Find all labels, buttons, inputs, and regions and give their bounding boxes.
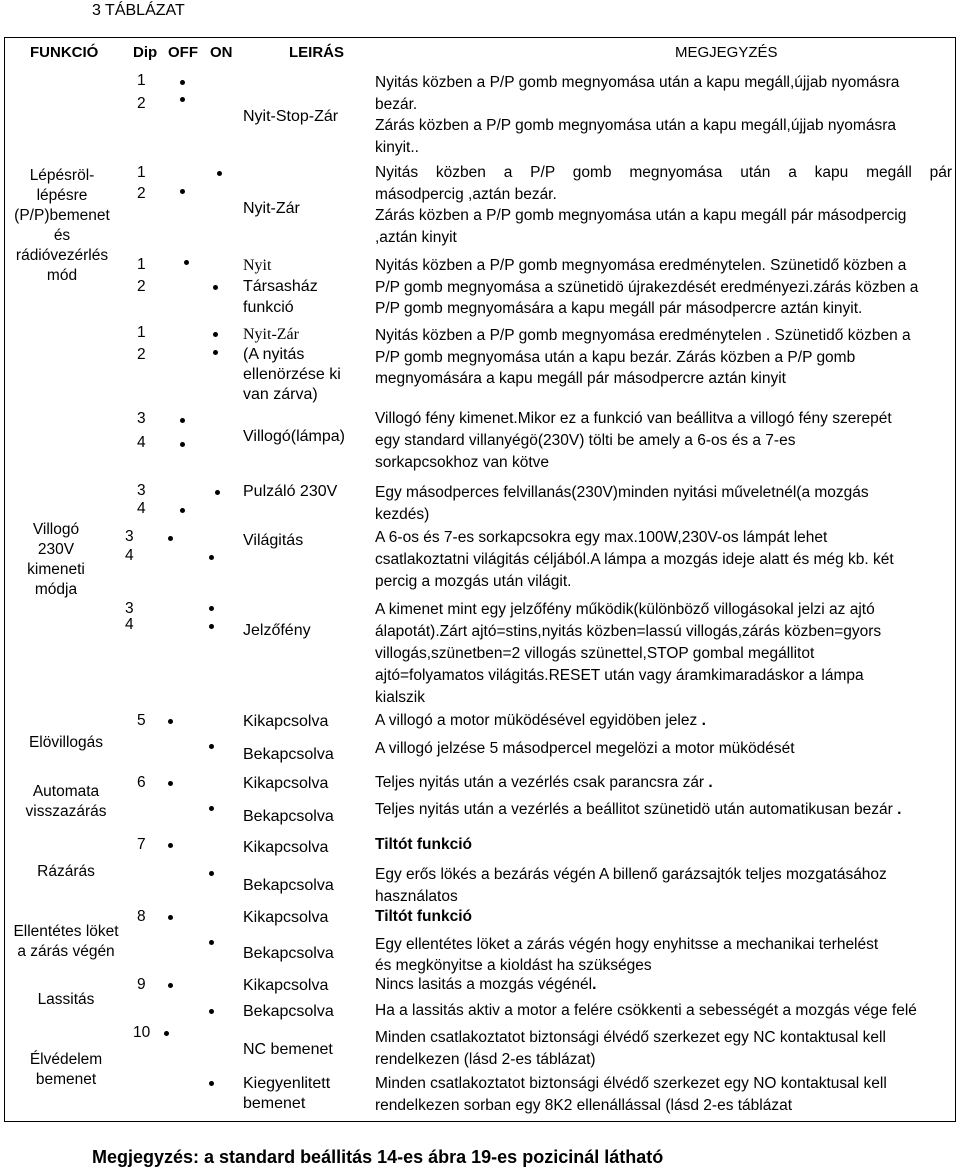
label-on: Bekapcsolva — [243, 808, 334, 825]
dip-number: 10 — [133, 1024, 151, 1041]
header-dip: Dip — [133, 44, 158, 61]
switch-dot — [168, 536, 173, 541]
label-on: Bekapcsolva — [243, 945, 334, 962]
note-ram-close-off: Tiltót funkció — [375, 836, 473, 853]
switch-dot — [180, 189, 185, 194]
label-on: Bekapcsolva — [243, 1003, 334, 1020]
function-auto-close: Automata visszazárás — [25, 783, 107, 820]
note-open-close-check: Nyitás közben a P/P gomb megnyomása eredménytelen . Szünetidő közben a P/P gomb megnyomása után a kapu bezár. Zárás közben a P/P gomb megnyomására a kapu megáll pár másodpercre aztán kinyit — [375, 327, 911, 387]
label-signal-light: Jelzőfény — [243, 622, 311, 639]
dip-number: 2 — [137, 278, 146, 295]
dip-number: 4 — [125, 547, 134, 564]
switch-dot — [184, 260, 189, 265]
note-pre-flashing-on: A villogó jelzése 5 másodpercel megelözi a motor müködését — [375, 740, 795, 757]
label-flashing-lamp: Villogó(lámpa) — [243, 428, 345, 445]
switch-dot — [209, 624, 214, 629]
dip-number: 4 — [125, 616, 134, 633]
dip-number: 3 — [125, 600, 134, 617]
note-lighting: A 6-os és 7-es sorkapcsokra egy max.100W,230V-os lámpát lehet csatlakoztatni világitás céljából.A lámpa a mozgás ideje alatt és még kb. két percig a mozgás után világit. — [375, 529, 894, 590]
label-off: Kikapcsolva — [243, 839, 329, 856]
switch-dot — [209, 871, 214, 876]
table-title: 3 TÁBLÁZAT — [92, 2, 185, 19]
switch-dot — [213, 350, 218, 355]
header-funkcio: FUNKCIÓ — [30, 44, 99, 61]
label-lighting: Világitás — [243, 532, 304, 549]
switch-dot — [209, 606, 214, 611]
dip-number: 5 — [137, 712, 146, 729]
dip-number: 2 — [137, 95, 146, 112]
label-nc-input: NC bemenet — [243, 1041, 333, 1058]
label-on: Bekapcsolva — [243, 877, 334, 894]
dip-number: 7 — [137, 836, 146, 853]
function-slowdown: Lassitás — [37, 991, 95, 1008]
dip-number: 1 — [137, 256, 146, 273]
switch-dot — [168, 915, 173, 920]
label-off: Kikapcsolva — [243, 909, 329, 926]
switch-dot — [209, 1009, 214, 1014]
note-pulsing: Egy másodperces felvillanás(230V)minden nyitási műveletnél(a mozgás kezdés) — [375, 484, 869, 523]
label-off: Kikapcsolva — [243, 713, 329, 730]
dip-number: 4 — [137, 500, 146, 517]
note-reverse-off: Tiltót funkció — [375, 908, 473, 925]
label-balanced-input: Kiegyenlitett bemenet — [243, 1075, 331, 1112]
dip-number: 1 — [137, 324, 146, 341]
switch-dot — [168, 843, 173, 848]
switch-dot — [164, 1031, 169, 1036]
note-auto-close-off: Teljes nyitás után a vezérlés csak parancsra zár . — [375, 774, 713, 791]
note-nc-input: Minden csatlakoztatot biztonsági élvédő szerkezet egy NC kontaktusal kell rendelkezen (lásd 2-es táblázat) — [375, 1029, 886, 1068]
function-pre-flashing: Elövillogás — [28, 734, 104, 751]
dip-number: 1 — [137, 72, 146, 89]
function-reverse-stroke: Ellentétes löket a zárás végén — [13, 923, 119, 960]
function-step-by-step: Lépésröl- lépésre (P/P)bemenet és rádióvezérlés mód — [14, 167, 110, 284]
switch-dot — [180, 97, 185, 102]
note-ram-close-on: Egy erős lökés a bezárás végén A billenő garázsajtók teljes mozgatásához használatos — [375, 866, 887, 905]
dip-number: 2 — [137, 185, 146, 202]
dip-number: 3 — [125, 528, 134, 545]
footer-note: Megjegyzés: a standard beállitás 14-es ábra 19-es pozicinál látható — [92, 1147, 664, 1167]
note-open-close: Nyitás közben a P/P gomb megnyomása után a kapu megáll pár másodpercig ,aztán bezár. Zárás közben a P/P gomb megnyomása után a kapu megáll pár másodpercig ,aztán kinyit — [375, 164, 952, 246]
dip-number: 3 — [137, 410, 146, 427]
header-off: OFF — [168, 44, 198, 61]
note-slowdown-off: Nincs lasitás a mozgás végénél. — [375, 976, 597, 993]
switch-dot — [209, 806, 214, 811]
switch-dot — [215, 490, 220, 495]
switch-dot — [209, 1081, 214, 1086]
switch-dot — [180, 418, 185, 423]
function-edge-input: Élvédelem bemenet — [29, 1051, 103, 1088]
switch-dot — [180, 508, 185, 513]
note-signal-light: A kimenet mint egy jelzőfény működik(különböző villogásokal jelzi az ajtó álapotát).Zárt ajtó=stins,nyitás közben=lassú villogás,zárás közben=gyors villogás,szünetben=2 villogás szünettel,STOP gombal megállitot ajtó=folyamatos világitás.RESET után vagy áramkimaradáskor a lámpa kialszik — [375, 601, 882, 706]
note-pre-flashing-off: A villogó a motor müködésével egyidöben jelez . — [375, 712, 706, 729]
switch-dot — [209, 744, 214, 749]
note-open-stop-close: Nyitás közben a P/P gomb megnyomása után a kapu megáll,újjab nyomásra bezár. Zárás közben a P/P gomb megnyomása után a kapu megáll,újjab nyomásra kinyit.. — [375, 74, 900, 156]
header-on: ON — [210, 44, 233, 61]
note-auto-close-on: Teljes nyitás után a vezérlés a beállitot szünetidö után automatikusan bezár . — [375, 801, 902, 818]
dip-number: 4 — [137, 434, 146, 451]
switch-dot — [217, 171, 222, 176]
switch-dot — [168, 781, 173, 786]
dip-number: 8 — [137, 908, 146, 925]
label-open-close-check: Nyit-Zár (A nyitás ellenörzése ki van zárva) — [243, 326, 341, 403]
switch-dot — [213, 332, 218, 337]
label-open-stop-close: Nyit-Stop-Zár — [243, 108, 339, 125]
switch-dot — [168, 719, 173, 724]
label-off: Kikapcsolva — [243, 775, 329, 792]
function-ram-close: Rázárás — [37, 863, 95, 880]
note-flashing-lamp: Villogó fény kimenet.Mikor ez a funkció van beállitva a villogó fény szerepét egy standard villanyégö(230V) tölti be amely a 6-os és a 7-es sorkapcsokhoz van kötve — [375, 410, 892, 471]
switch-dot — [209, 940, 214, 945]
note-balanced-input: Minden csatlakoztatot biztonsági élvédő szerkezet egy NO kontaktusal kell rendelkezen sorban egy 8K2 ellenállással (lásd 2-es táblázat — [375, 1075, 887, 1114]
dip-number: 3 — [137, 482, 146, 499]
switch-dot — [180, 80, 185, 85]
header-megjegyzes: MEGJEGYZÉS — [675, 44, 778, 61]
label-condominium: Nyit Társasház funkció — [243, 257, 318, 316]
label-pulsing: Pulzáló 230V — [243, 483, 338, 500]
label-open-close: Nyit-Zár — [243, 200, 300, 217]
switch-dot — [213, 285, 218, 290]
note-condominium: Nyitás közben a P/P gomb megnyomása eredménytelen. Szünetidő közben a P/P gomb megnyomása a szünetidö újrakezdését eredményezi.zárás közben a P/P gomb megnyomására a kapu megáll pár másodpercre aztán kinyit. — [375, 257, 919, 317]
label-on: Bekapcsolva — [243, 746, 334, 763]
switch-dot — [209, 555, 214, 560]
label-off: Kikapcsolva — [243, 977, 329, 994]
header-leiras: LEIRÁS — [289, 44, 345, 61]
dip-number: 9 — [137, 976, 146, 993]
dip-number: 6 — [137, 774, 146, 791]
dip-number: 1 — [137, 164, 146, 181]
dip-number: 2 — [137, 346, 146, 363]
function-flashing-output: Villogó 230V kimeneti módja — [27, 521, 85, 598]
note-reverse-on: Egy ellentétes löket a zárás végén hogy enyhitsse a mechanikai terhelést és megkönyitse a kioldást ha szükséges — [375, 936, 879, 974]
note-slowdown-on: Ha a lassitás aktiv a motor a felére csökkenti a sebességét a mozgás vége felé — [375, 1002, 917, 1019]
switch-dot — [168, 983, 173, 988]
switch-dot — [180, 442, 185, 447]
